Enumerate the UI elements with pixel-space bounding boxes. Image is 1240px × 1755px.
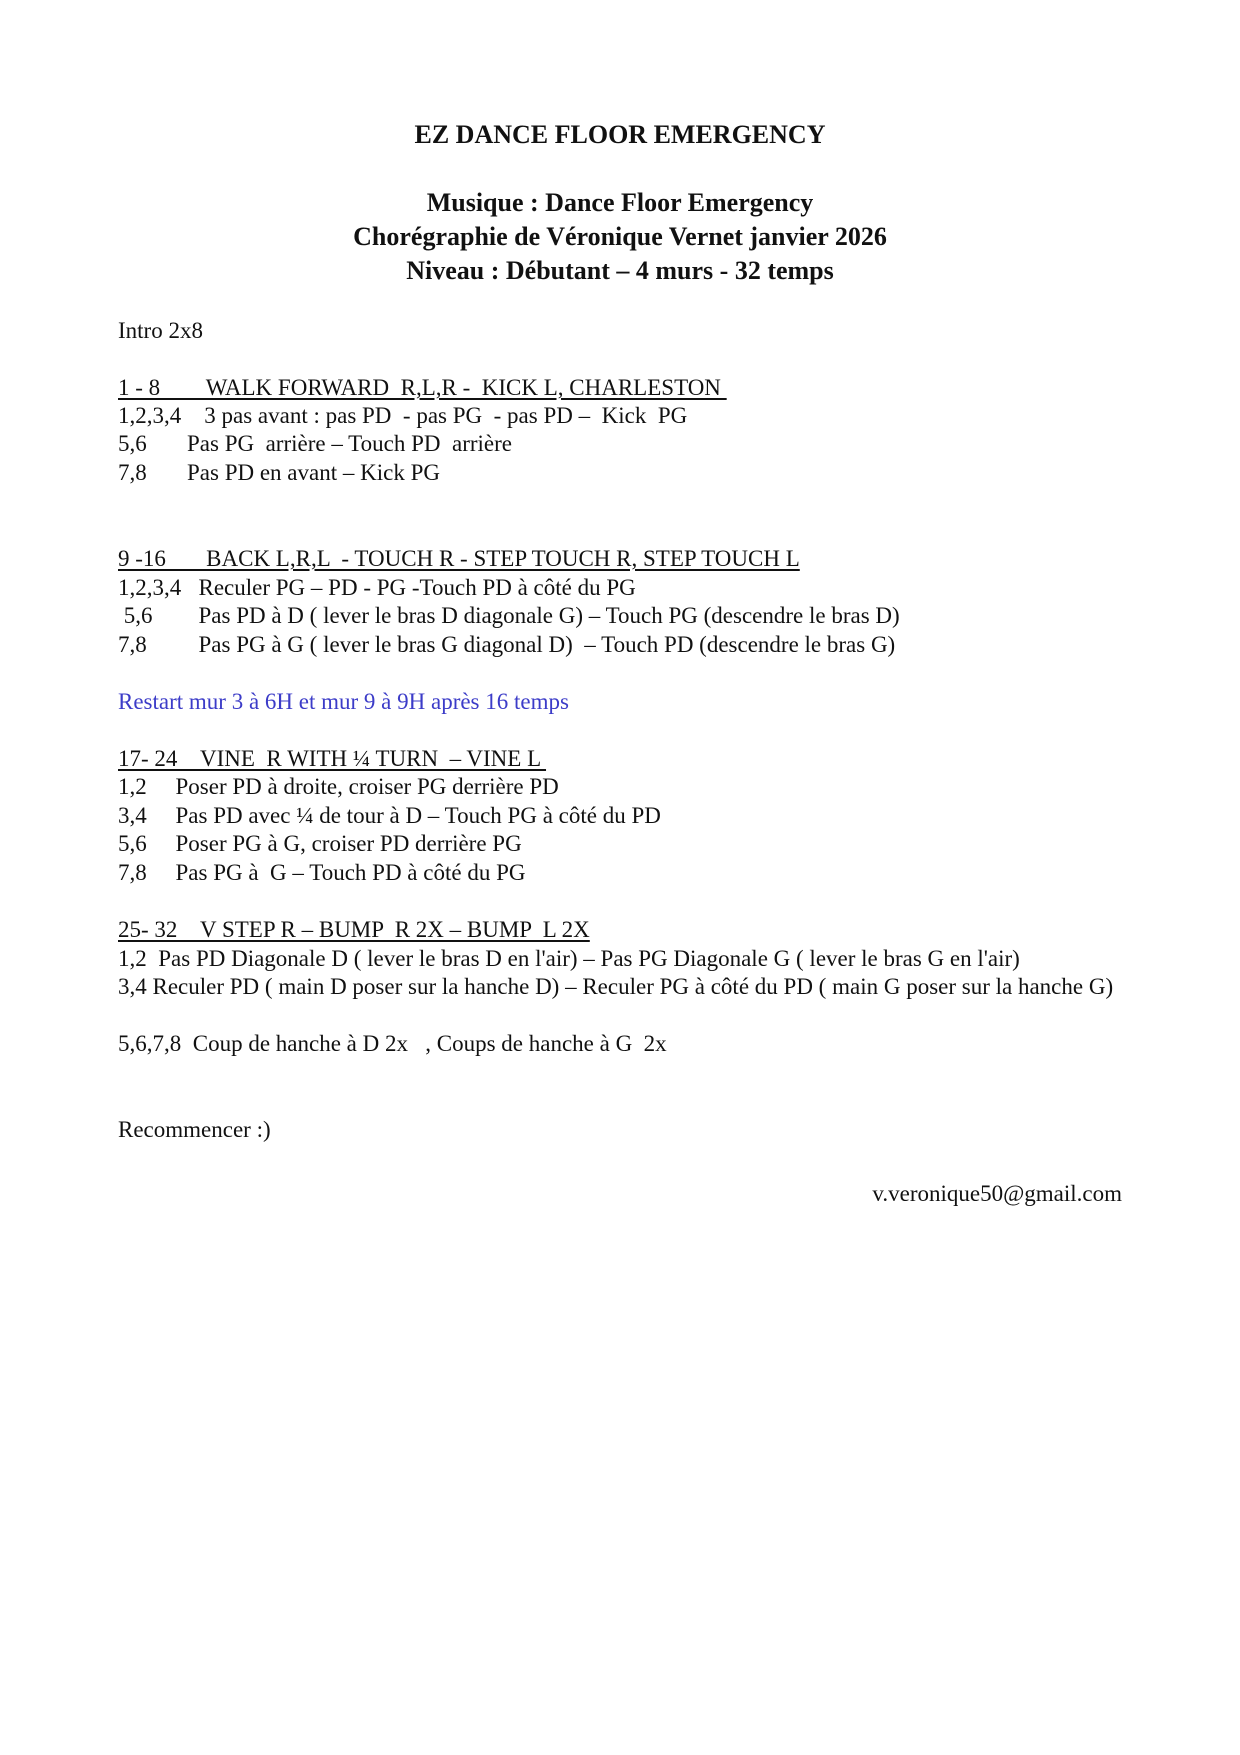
step-line: 1,2 Poser PD à droite, croiser PG derrière PD [118,774,559,799]
step-line: 5,6 Poser PG à G, croiser PD derrière PG [118,831,522,856]
step-line: 5,6 Pas PG arrière – Touch PD arrière [118,431,512,456]
step-line: 1,2 Pas PD Diagonale D ( lever le bras D en l'air) – Pas PG Diagonale G ( lever le bras G en l'air) [118,946,1020,971]
choreography-line: Chorégraphie de Véronique Vernet janvier 2026 [353,222,887,251]
step-line: 1,2,3,4 Reculer PG – PD - PG -Touch PD à côté du PG [118,575,636,600]
level-line: Niveau : Débutant – 4 murs - 32 temps [406,256,834,285]
step-line: 3,4 Reculer PD ( main D poser sur la hanche D) – Reculer PG à côté du PD ( main G poser sur la hanche G) [118,974,1114,999]
restart-note: Restart mur 3 à 6H et mur 9 à 9H après 16 temps [118,689,569,714]
document-subtitle [0,186,1240,288]
section-heading: 1 - 8 WALK FORWARD R,L,R - KICK L, CHARLESTON [118,375,727,400]
section-heading: 9 -16 BACK L,R,L - TOUCH R - STEP TOUCH R, STEP TOUCH L [118,546,800,571]
email-address[interactable]: v.veronique50@gmail.com [872,1181,1122,1206]
music-line: Musique : Dance Floor Emergency [426,188,814,217]
step-line: 7,8 Pas PD en avant – Kick PG [118,460,440,485]
section-heading: 25- 32 V STEP R – BUMP R 2X – BUMP L 2X [118,917,590,942]
closing-line: Recommencer :) [118,1117,271,1142]
document-title: EZ DANCE FLOOR EMERGENCY [414,120,826,149]
step-line: 7,8 Pas PG à G ( lever le bras G diagonal D) – Touch PD (descendre le bras G) [118,632,896,657]
step-line: 7,8 Pas PG à G – Touch PD à côté du PG [118,860,526,885]
intro-line: Intro 2x8 [118,318,203,343]
step-line: 5,6,7,8 Coup de hanche à D 2x , Coups de hanche à G 2x [118,1031,667,1056]
step-line: 1,2,3,4 3 pas avant : pas PD - pas PG - pas PD – Kick PG [118,403,688,428]
step-line: 5,6 Pas PD à D ( lever le bras D diagonale G) – Touch PG (descendre le bras D) [118,603,900,628]
step-line: 3,4 Pas PD avec ¼ de tour à D – Touch PG à côté du PD [118,803,661,828]
section-heading: 17- 24 VINE R WITH ¼ TURN – VINE L [118,746,547,771]
